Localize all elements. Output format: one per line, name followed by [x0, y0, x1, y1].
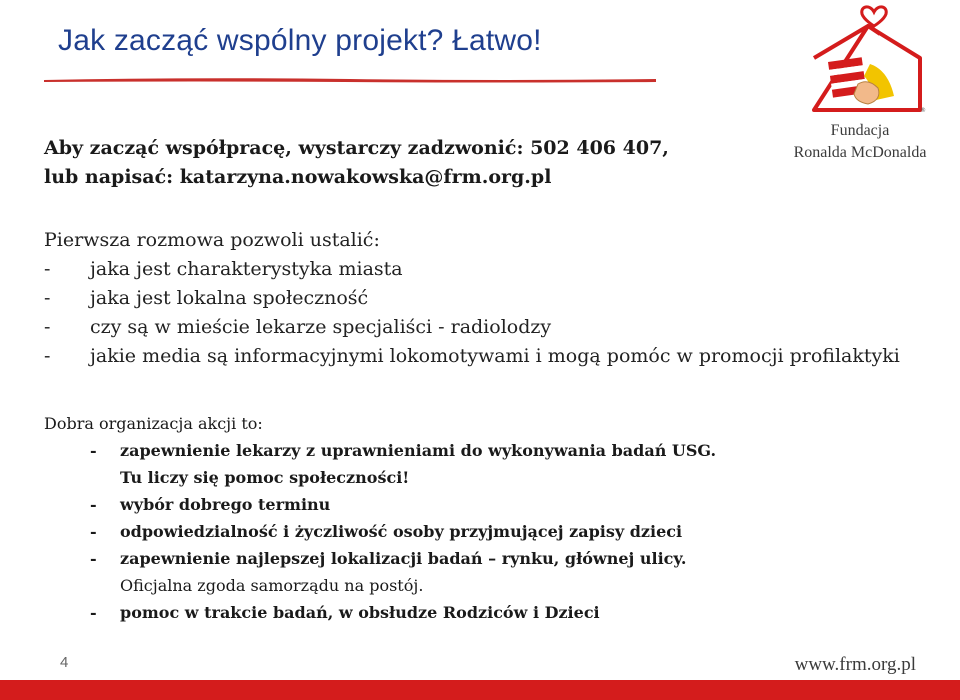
- list-item: [44, 518, 716, 545]
- dash-marker: -: [44, 316, 51, 338]
- title-underline: [44, 76, 656, 84]
- list-item: [44, 599, 716, 626]
- list-item-continuation: [44, 464, 716, 491]
- contact-block: [44, 134, 669, 192]
- organization-lead: Dobra organizacja akcji to:: [44, 414, 263, 433]
- list-item: [44, 284, 900, 313]
- contact-phone-line: Aby zacząć współpracę, wystarczy zadzwonić: 502 406 407,: [44, 137, 669, 159]
- footer-bar: [0, 680, 960, 700]
- organization-list: [44, 437, 716, 626]
- intro-section: [44, 226, 900, 371]
- dash-marker: -: [90, 495, 97, 514]
- contact-email-line: lub napisać: katarzyna.nowakowska@frm.org.pl: [44, 166, 552, 188]
- list-item-text: jaka jest charakterystyka miasta: [90, 258, 403, 280]
- slide-title: Jak zacząć wspólny projekt? Łatwo!: [58, 24, 542, 57]
- list-item-text: Tu liczy się pomoc społeczności!: [120, 468, 410, 487]
- organization-section: [44, 410, 716, 626]
- svg-text:®: ®: [920, 107, 926, 114]
- dash-marker: -: [44, 287, 51, 309]
- intro-list: [44, 255, 900, 371]
- logo-text: [770, 120, 950, 164]
- logo-line-1: Fundacja: [830, 122, 890, 139]
- logo-line-2: Ronalda McDonalda: [793, 144, 927, 161]
- list-item-text: pomoc w trakcie badań, w obsłudze Rodziców i Dzieci: [120, 603, 600, 622]
- list-item-text: czy są w mieście lekarze specjaliści - radiolodzy: [90, 316, 552, 338]
- dash-marker: -: [90, 441, 97, 460]
- list-item-text: odpowiedzialność i życzliwość osoby przyjmującej zapisy dzieci: [120, 522, 683, 541]
- dash-marker: -: [90, 522, 97, 541]
- list-item: [44, 437, 716, 464]
- list-item-text: zapewnienie lekarzy z uprawnieniami do wykonywania badań USG.: [120, 441, 717, 460]
- page-number: 4: [60, 654, 69, 671]
- dash-marker: -: [44, 345, 51, 367]
- dash-marker: -: [90, 549, 97, 568]
- list-item-text: wybór dobrego terminu: [120, 495, 331, 514]
- dash-marker: -: [90, 603, 97, 622]
- list-item: [44, 545, 716, 572]
- intro-lead: Pierwsza rozmowa pozwoli ustalić:: [44, 229, 380, 251]
- list-item: [44, 342, 900, 371]
- list-item: [44, 313, 900, 342]
- dash-marker: -: [44, 258, 51, 280]
- list-item: [44, 255, 900, 284]
- website-link[interactable]: www.frm.org.pl: [794, 654, 916, 675]
- list-item-text: jaka jest lokalna społeczność: [90, 287, 369, 309]
- list-item: [44, 491, 716, 518]
- list-item-note: [44, 572, 716, 599]
- list-item-text: jakie media są informacyjnymi lokomotywami i mogą pomóc w promocji profilaktyki: [90, 345, 900, 367]
- list-item-text: zapewnienie najlepszej lokalizacji badań – rynku, głównej ulicy.: [120, 549, 687, 568]
- list-item-text: Oficjalna zgoda samorządu na postój.: [120, 576, 424, 595]
